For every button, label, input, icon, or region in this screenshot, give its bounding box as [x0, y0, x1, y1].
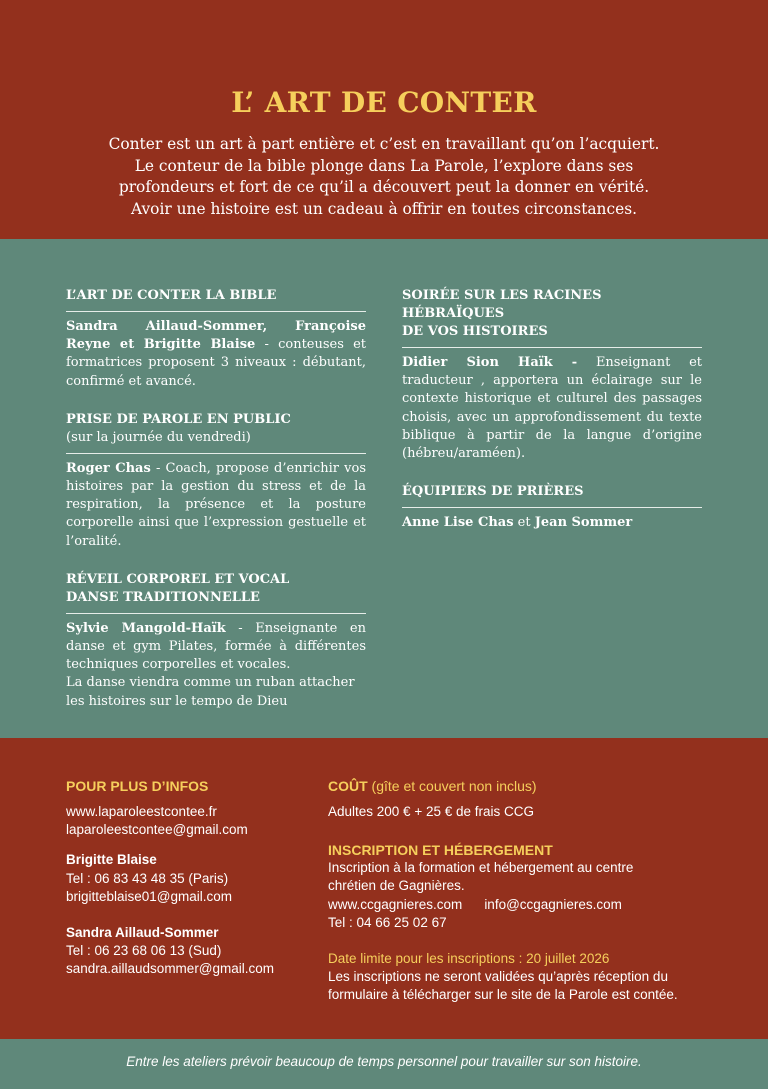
- intro-line: Le conteur de la bible plonge dans La Parole, l’explore dans ses: [134, 156, 634, 175]
- contact-column: [66, 777, 316, 979]
- page-title: L’ ART DE CONTER: [231, 86, 537, 119]
- contact-email[interactable]: sandra.aillaudsommer@gmail.com: [66, 961, 275, 977]
- divider: [66, 311, 366, 312]
- section-description: - Enseignante en danse et gym Pilates, formée à différentes techniques corporelles et vocales.: [66, 620, 366, 673]
- price-text: Adultes 200 € + 25 € de frais CCG: [328, 804, 534, 819]
- section-subtitle: (sur la journée du vendredi): [66, 429, 251, 445]
- divider: [402, 347, 702, 348]
- section-title: L’ART DE CONTER LA BIBLE: [66, 288, 277, 303]
- workshop-prise-de-parole: [66, 411, 366, 551]
- deadline-text: Date limite pour les inscriptions : 20 juillet 2026: [328, 951, 610, 967]
- divider: [66, 613, 366, 614]
- footer-banner: [0, 1039, 768, 1089]
- section-body: [402, 354, 702, 463]
- workshop-equipiers-prieres: [402, 483, 702, 532]
- cost-heading-note: (gîte et couvert non inclus): [367, 778, 537, 794]
- workshops-section: [0, 239, 768, 738]
- section-description: - conteuses et formatrices proposent 3 niveaux : débutant, confirmé et avancé.: [66, 337, 366, 389]
- inscription-note: Les inscriptions ne seront validées qu’après réception du: [328, 969, 668, 985]
- inscription-heading: INSCRIPTION ET HÉBERGEMENT: [328, 842, 553, 859]
- section-title: RÉVEIL CORPOREL ET VOCAL: [66, 571, 290, 587]
- section-title: ÉQUIPIERS DE PRIÈRES: [402, 484, 584, 500]
- contact-email[interactable]: brigitteblaise01@gmail.com: [66, 888, 233, 904]
- contact-name: Brigitte Blaise: [66, 852, 157, 868]
- intro-text: [90, 134, 678, 220]
- section-body: [66, 460, 366, 551]
- section-title: PRISE DE PAROLE EN PUBLIC: [66, 411, 291, 427]
- section-body: [66, 620, 366, 675]
- speaker-names: Didier Sion Haïk -: [402, 355, 578, 370]
- inscription-text: chrétien de Gagnières.: [328, 878, 465, 894]
- workshop-reveil-corporel: [66, 571, 366, 711]
- workshops-left-column: [66, 287, 366, 731]
- speaker-names: Anne Lise Chas: [402, 515, 514, 531]
- section-body: [66, 318, 366, 391]
- divider: [66, 453, 366, 454]
- workshop-conter-bible: [66, 287, 366, 391]
- section-title: DE VOS HISTOIRES: [402, 324, 548, 339]
- section-description: Enseignant et traducteur , apportera un éclairage sur le contexte historique et culturel des passages choisis, avec un approfondissement du texte biblique à partir de la langue d’origine (hébreu/araméen).: [402, 355, 703, 462]
- section-title: SOIRÉE SUR LES RACINES HÉBRAÏQUES: [402, 288, 602, 321]
- email-link[interactable]: laparoleestcontee@gmail.com: [66, 822, 248, 838]
- email-link[interactable]: info@ccgagnieres.com: [484, 896, 622, 912]
- workshop-racines-hebraiques: [402, 287, 702, 463]
- section-description: - Coach, propose d’enrichir vos histoires par la gestion du stress et de la respiration, la présence et la posture corporelle ainsi que l’expression gestuelle et l’oralité.: [66, 460, 366, 549]
- footer-note: Entre les ateliers prévoir beaucoup de temps personnel pour travailler sur son histoire.: [126, 1054, 642, 1069]
- speaker-names: Roger Chas: [66, 460, 151, 476]
- section-description-extra: La danse viendra comme un ruban attacher les histoires sur le tempo de Dieu: [66, 675, 355, 709]
- registration-column: [328, 777, 728, 1005]
- contact-phone: Tel : 06 23 68 06 13 (Sud): [66, 943, 222, 959]
- infos-heading: POUR PLUS D’INFOS: [66, 778, 209, 794]
- cost-heading-label: COÛT: [328, 778, 368, 794]
- practical-info-section: [0, 738, 768, 1039]
- intro-line: profondeurs et fort de ce qu’il a découvert peut la donner en vérité.: [118, 178, 650, 196]
- section-title: DANSE TRADITIONNELLE: [66, 589, 260, 605]
- inscription-links: [328, 896, 728, 914]
- speaker-names: Jean Sommer: [534, 515, 633, 531]
- speaker-names: Sandra Aillaud-Sommer, Françoise Reyne et Brigitte Blaise: [66, 319, 366, 353]
- contact-name: Sandra Aillaud-Sommer: [66, 925, 219, 941]
- contact-phone: Tel : 06 83 43 48 35 (Paris): [66, 870, 229, 886]
- workshops-right-column: [402, 287, 702, 552]
- website-link[interactable]: www.laparoleestcontee.fr: [66, 804, 217, 819]
- divider: [402, 507, 702, 508]
- joiner-text: et: [513, 515, 535, 531]
- section-body: [402, 514, 702, 532]
- header-banner: [0, 0, 768, 239]
- inscription-phone: Tel : 04 66 25 02 67: [328, 914, 447, 930]
- website-link[interactable]: www.ccgagnieres.com: [328, 896, 463, 912]
- cost-heading: [328, 777, 728, 795]
- intro-line: Conter est un art à part entière et c’est en travaillant qu’on l’acquiert.: [108, 135, 660, 153]
- intro-line: Avoir une histoire est un cadeau à offrir en toutes circonstances.: [131, 199, 637, 218]
- inscription-text: Inscription à la formation et hébergement au centre: [328, 860, 634, 876]
- inscription-note: formulaire à télécharger sur le site de la Parole est contée.: [328, 987, 678, 1003]
- speaker-names: Sylvie Mangold-Haïk: [66, 620, 226, 636]
